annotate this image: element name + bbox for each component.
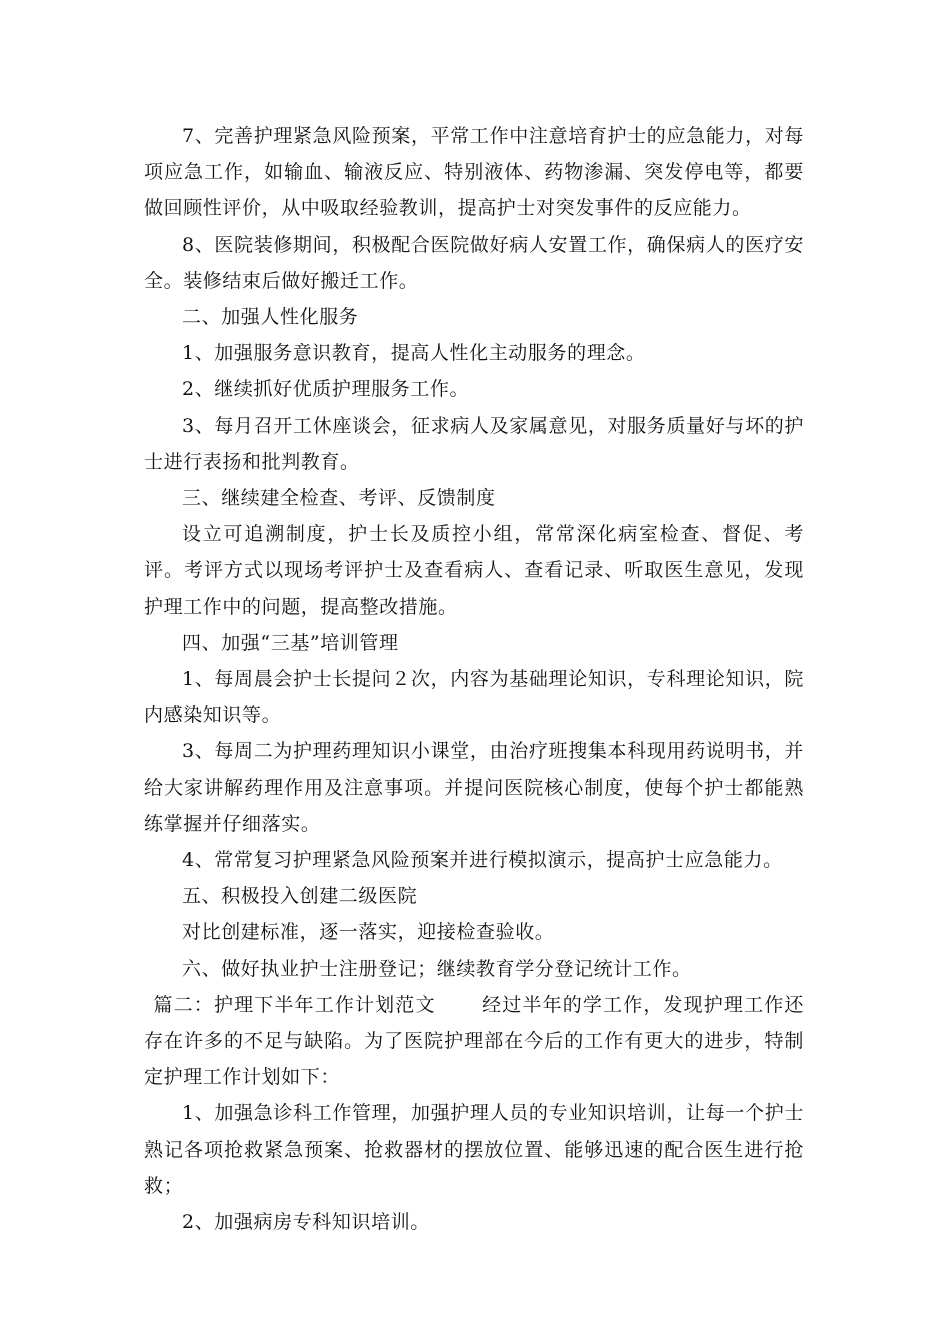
paragraph-training-1: 1、每周晨会护士长提问２次，内容为基础理论知识，专科理论知识，院内感染知识等。 xyxy=(144,668,804,727)
paragraph-item-8: 8、医院装修期间，积极配合医院做好病人安置工作，确保病人的医疗安全。装修结束后做好搬迁工作。 xyxy=(144,233,804,292)
section-heading-4: 四、加强“三基”培训管理 xyxy=(182,631,399,654)
section-heading-5: 五、积极投入创建二级医院 xyxy=(182,885,418,908)
paragraph-inspection: 设立可追溯制度，护士长及质控小组，常常深化病室检查、督促、考评。考评方式以现场考评护士及查看病人、查看记录、听取医生意见，发现护理工作中的问题，提高整改措施。 xyxy=(144,523,804,618)
section-heading-6: 六、做好执业护士注册登记；继续教育学分登记统计工作。 xyxy=(182,957,692,980)
paragraph-service-3: 3、每月召开工休座谈会，征求病人及家属意见，对服务质量好与坏的护士进行表扬和批判教育。 xyxy=(144,414,804,473)
paragraph-item-7: 7、完善护理紧急风险预案，平常工作中注意培育护士的应急能力，对每项应急工作，如输血、输液反应、特别液体、药物渗漏、突发停电等，都要做回顾性评价，从中吸取经验教训，提高护士对突发事件的反应能力。 xyxy=(144,125,804,220)
section-two-title: 篇二：护理下半年工作计划范文 xyxy=(153,993,436,1016)
section-two-paragraph xyxy=(144,987,804,1096)
paragraph-emergency-training: 1、加强急诊科工作管理，加强护理人员的专业知识培训，让每一个护士熟记各项抢救紧急预案、抢救器材的摆放位置、能够迅速的配合医生进行抢救； xyxy=(144,1102,804,1197)
paragraph-service-2: 2、继续抓好优质护理服务工作。 xyxy=(182,378,470,401)
document-body xyxy=(144,118,804,1240)
section-two-intro: 经过半年的学工作，发现护理工作还存在许多的不足与缺陷。为了医院护理部在今后的工作有更大的进步，特制定护理工作计划如下： xyxy=(144,993,804,1089)
paragraph-ward-training: 2、加强病房专科知识培训。 xyxy=(182,1211,430,1234)
section-heading-3: 三、继续建全检查、考评、反馈制度 xyxy=(182,487,496,510)
paragraph-hospital-creation: 对比创建标准，逐一落实，迎接检查验收。 xyxy=(182,921,555,944)
paragraph-training-4: 4、常常复习护理紧急风险预案并进行模拟演示，提高护士应急能力。 xyxy=(182,849,783,872)
paragraph-training-3: 3、每周二为护理药理知识小课堂，由治疗班搜集本科现用药说明书，并给大家讲解药理作用及注意事项。并提问医院核心制度，使每个护士都能熟练掌握并仔细落实。 xyxy=(144,740,804,835)
section-heading-2: 二、加强人性化服务 xyxy=(182,306,359,329)
paragraph-service-1: 1、加强服务意识教育，提高人性化主动服务的理念。 xyxy=(182,342,646,365)
